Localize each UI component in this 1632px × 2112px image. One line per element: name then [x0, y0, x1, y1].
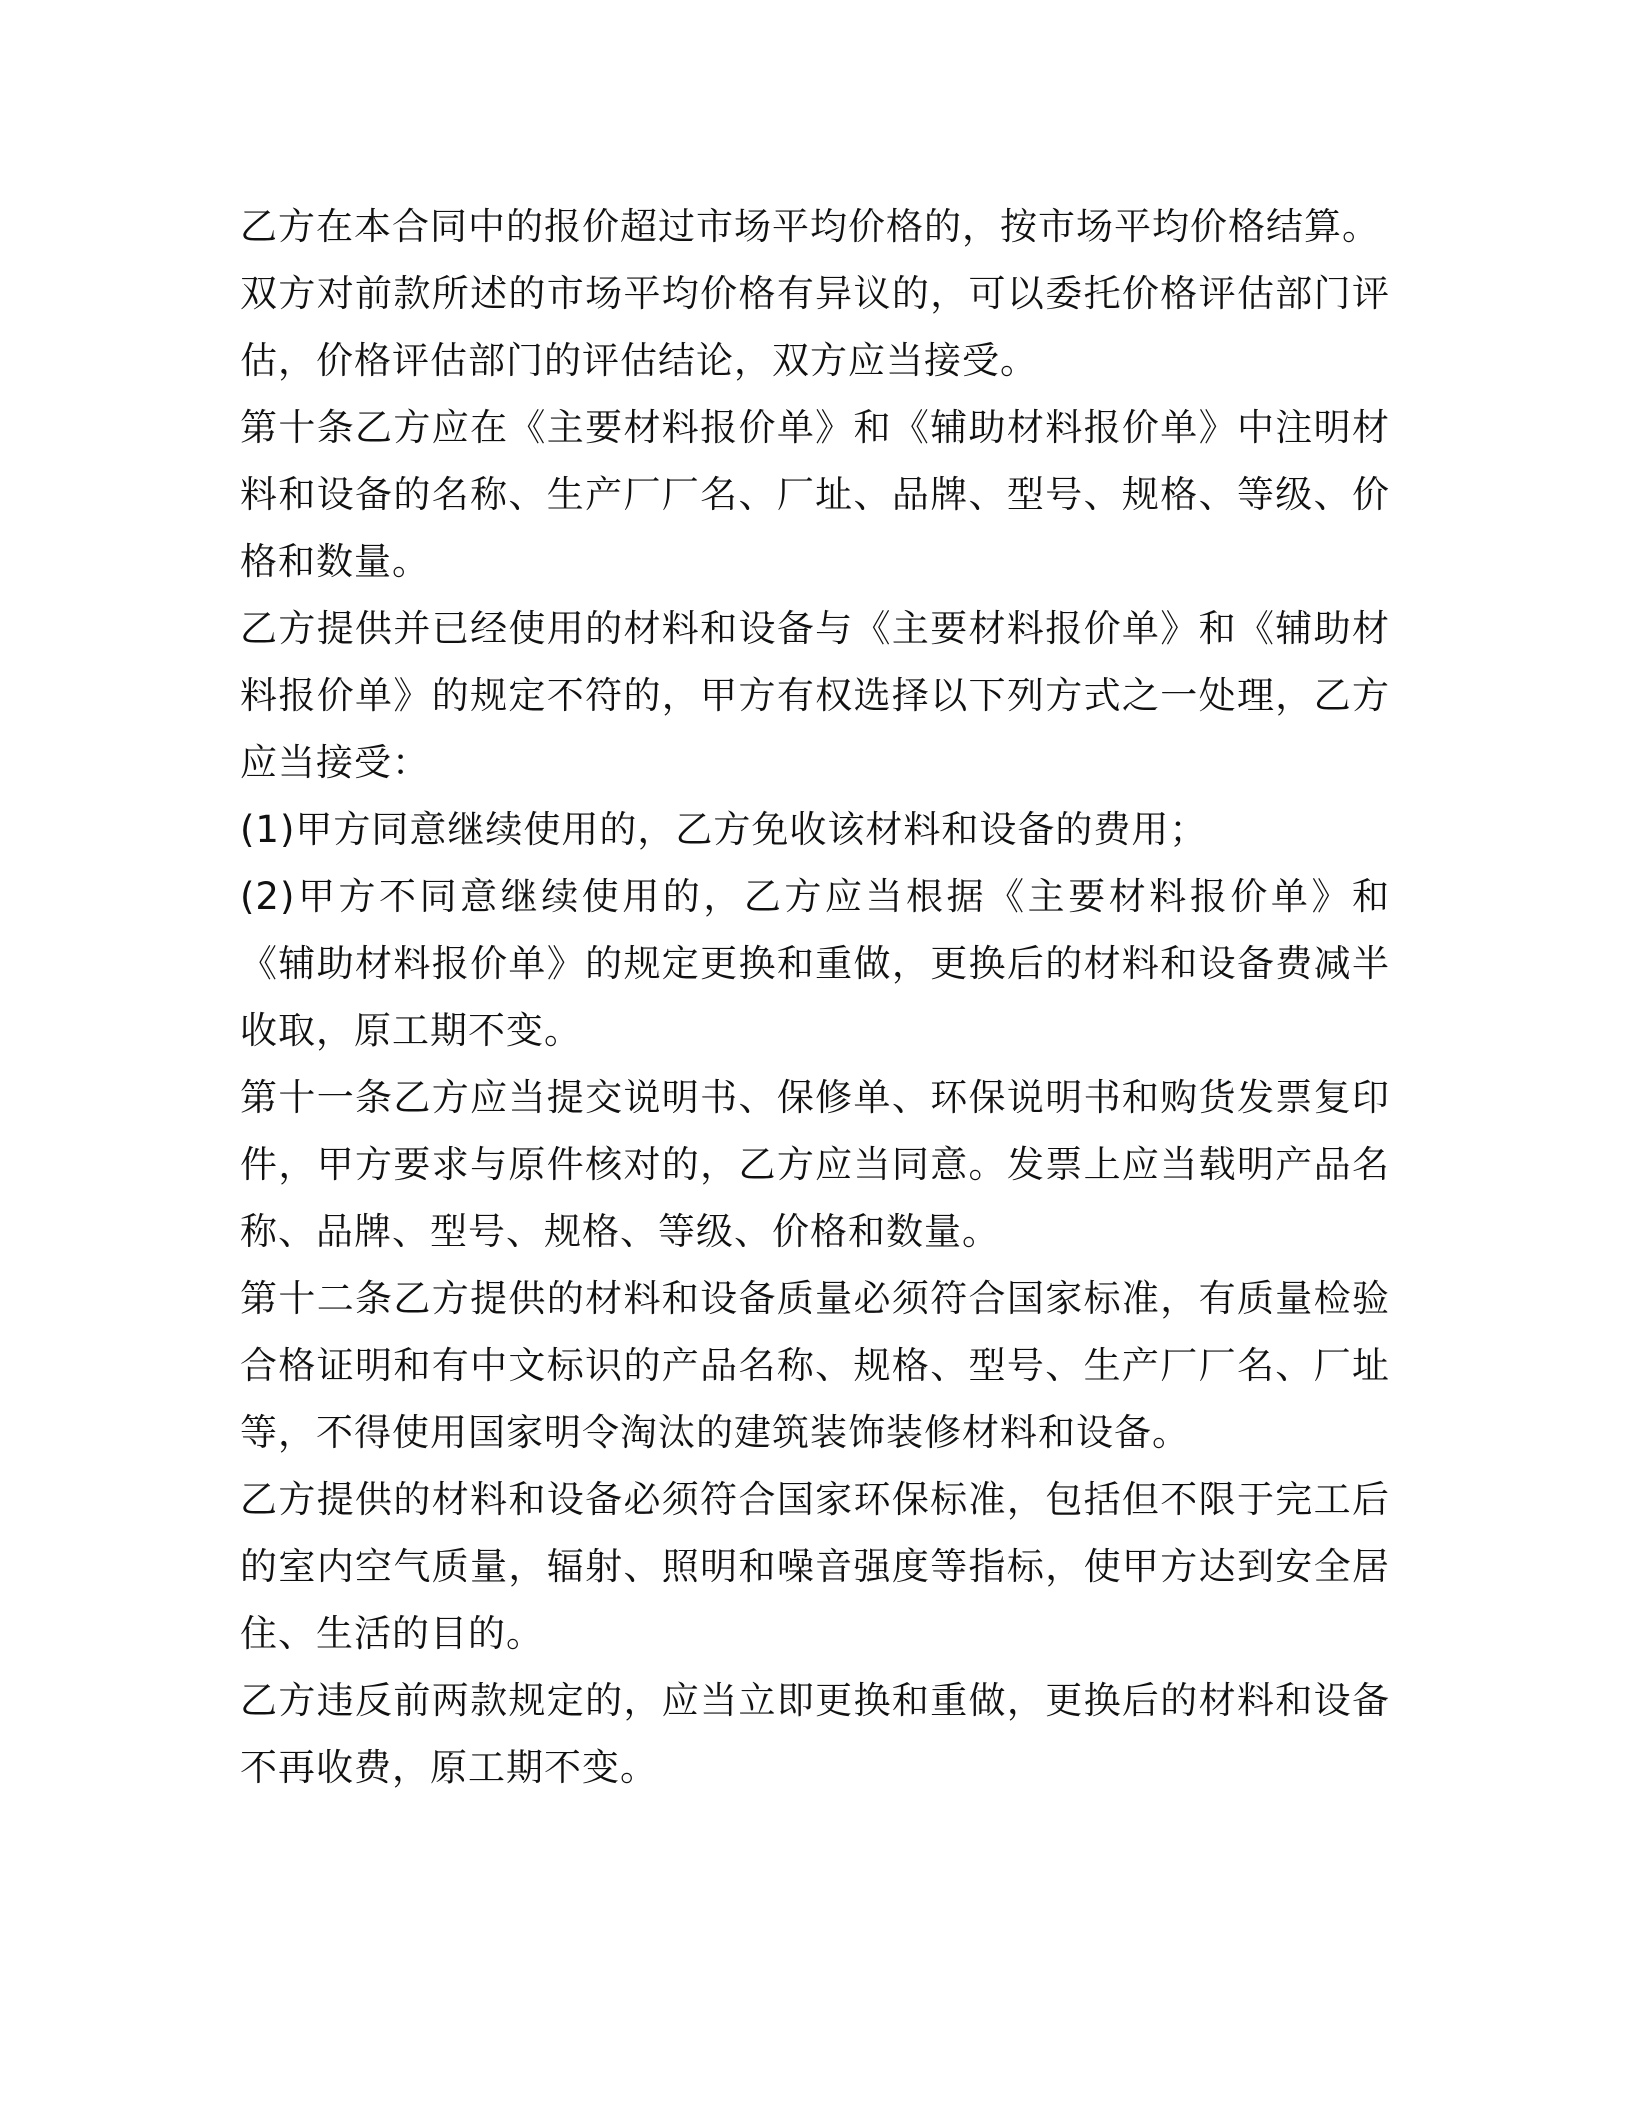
paragraph-violation-remedy: 乙方违反前两款规定的，应当立即更换和重做，更换后的材料和设备不再收费，原工期不变。: [240, 1679, 1390, 1789]
paragraph-nonconforming-materials: 乙方提供并已经使用的材料和设备与《主要材料报价单》和《辅助材料报价单》的规定不符的，甲方有权选择以下列方式之一处理，乙方应当接受：: [240, 607, 1390, 784]
paragraph-price-dispute: 双方对前款所述的市场平均价格有异议的，可以委托价格评估部门评估，价格评估部门的评估结论，双方应当接受。: [240, 272, 1390, 382]
paragraph-environmental-standards: 乙方提供的材料和设备必须符合国家环保标准，包括但不限于完工后的室内空气质量，辐射、照明和噪音强度等指标，使甲方达到安全居住、生活的目的。: [240, 1478, 1390, 1655]
document-body: [240, 193, 1390, 1801]
paragraph-article-12: 第十二条乙方提供的材料和设备质量必须符合国家标准，有质量检验合格证明和有中文标识的产品名称、规格、型号、生产厂厂名、厂址等，不得使用国家明令淘汰的建筑装饰装修材料和设备。: [240, 1277, 1390, 1454]
paragraph-option-2: (2)甲方不同意继续使用的，乙方应当根据《主要材料报价单》和《辅助材料报价单》的规定更换和重做，更换后的材料和设备费减半收取，原工期不变。: [240, 875, 1390, 1052]
paragraph-article-11: 第十一条乙方应当提交说明书、保修单、环保说明书和购货发票复印件，甲方要求与原件核对的，乙方应当同意。发票上应当载明产品名称、品牌、型号、规格、等级、价格和数量。: [240, 1076, 1390, 1253]
paragraph-option-1: (1)甲方同意继续使用的，乙方免收该材料和设备的费用；: [240, 808, 1208, 851]
paragraph-market-price-settlement: 乙方在本合同中的报价超过市场平均价格的，按市场平均价格结算。: [240, 205, 1380, 248]
paragraph-article-10: 第十条乙方应在《主要材料报价单》和《辅助材料报价单》中注明材料和设备的名称、生产厂厂名、厂址、品牌、型号、规格、等级、价格和数量。: [240, 406, 1390, 583]
